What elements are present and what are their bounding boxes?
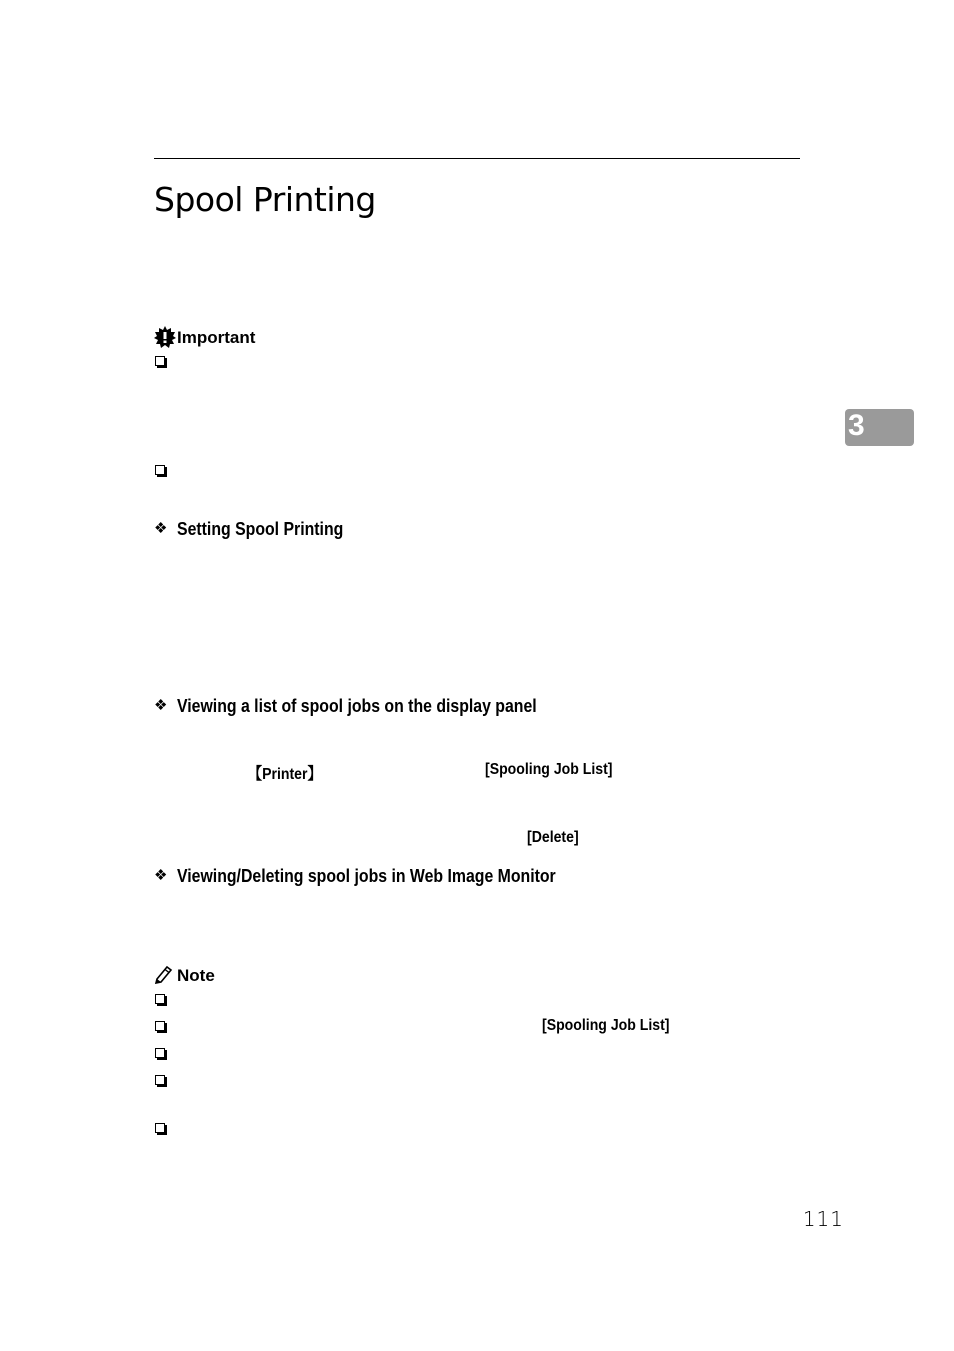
key-spooling-job-list: [Spooling Job List] [542, 1017, 670, 1034]
diamond-bullet-icon: ❖ [154, 520, 168, 537]
key-spooling-job-list: [Spooling Job List] [485, 761, 613, 778]
section-heading: Viewing/Deleting spool jobs in Web Image Monitor [177, 866, 556, 886]
important-icon [154, 326, 176, 348]
diamond-bullet-icon: ❖ [154, 697, 168, 714]
chapter-tab [845, 409, 914, 446]
section-heading: Viewing a list of spool jobs on the display panel [177, 696, 537, 716]
key-delete: [Delete] [527, 829, 579, 846]
chapter-number: 3 [848, 409, 865, 442]
checkbox-bullet-icon [155, 994, 165, 1004]
important-label: Important [177, 328, 256, 347]
checkbox-bullet-icon [155, 1123, 165, 1133]
diamond-bullet-icon: ❖ [154, 867, 168, 884]
checkbox-bullet-icon [155, 1048, 165, 1058]
pencil-icon [154, 964, 174, 984]
checkbox-bullet-icon [155, 1075, 165, 1085]
checkbox-bullet-icon [155, 356, 165, 366]
note-label: Note [177, 966, 215, 985]
page-number: 111 [802, 1207, 844, 1231]
page-title: Spool Printing [154, 180, 376, 219]
section-heading: Setting Spool Printing [177, 519, 344, 539]
key-printer: 【Printer】 [248, 766, 322, 783]
checkbox-bullet-icon [155, 1021, 165, 1031]
checkbox-bullet-icon [155, 465, 165, 475]
header-rule [154, 158, 800, 159]
